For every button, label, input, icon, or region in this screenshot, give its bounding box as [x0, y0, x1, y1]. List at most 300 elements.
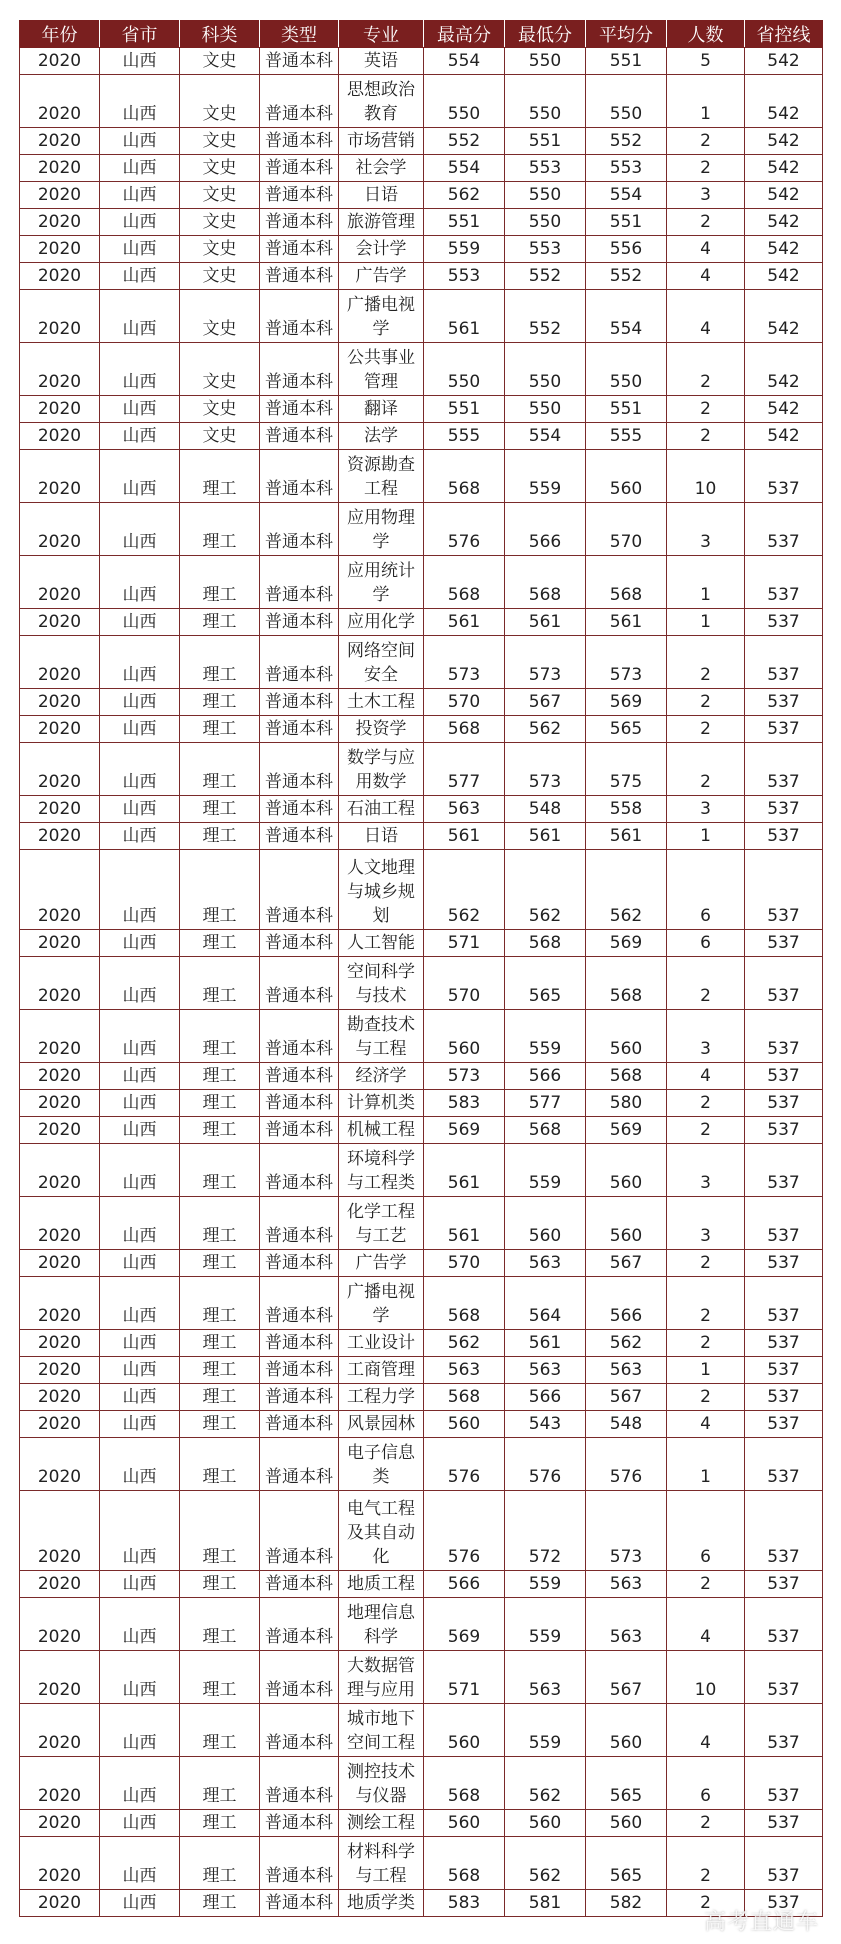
cell-type: 普通本科: [260, 1757, 339, 1810]
cell-control-line: 542: [745, 396, 823, 423]
table-row: [20, 930, 823, 957]
cell-type: 普通本科: [260, 1250, 339, 1277]
cell-count: 6: [667, 930, 745, 957]
cell-type: 普通本科: [260, 1651, 339, 1704]
cell-avg-score: 569: [586, 1117, 667, 1144]
cell-type: 普通本科: [260, 290, 339, 343]
cell-year: 2020: [20, 1810, 100, 1837]
cell-min-score: 550: [505, 48, 586, 75]
table-row: [20, 423, 823, 450]
cell-major: 英语: [339, 48, 424, 75]
cell-control-line: 537: [745, 796, 823, 823]
cell-type: 普通本科: [260, 1357, 339, 1384]
cell-type: 普通本科: [260, 182, 339, 209]
cell-control-line: 537: [745, 1250, 823, 1277]
cell-avg-score: 550: [586, 75, 667, 128]
cell-min-score: 550: [505, 343, 586, 396]
cell-count: 2: [667, 1384, 745, 1411]
header-major: 专业: [339, 21, 424, 48]
cell-avg-score: 567: [586, 1250, 667, 1277]
header-subject-category: 科类: [180, 21, 260, 48]
header-year: 年份: [20, 21, 100, 48]
cell-avg-score: 562: [586, 1330, 667, 1357]
table-row: [20, 1810, 823, 1837]
cell-min-score: 572: [505, 1491, 586, 1571]
cell-type: 普通本科: [260, 1117, 339, 1144]
cell-year: 2020: [20, 743, 100, 796]
table-row: [20, 796, 823, 823]
cell-major: 社会学: [339, 155, 424, 182]
cell-year: 2020: [20, 503, 100, 556]
cell-subject-category: 理工: [180, 1384, 260, 1411]
cell-control-line: 537: [745, 1837, 823, 1890]
cell-min-score: 562: [505, 1757, 586, 1810]
cell-max-score: 568: [424, 716, 505, 743]
cell-max-score: 559: [424, 236, 505, 263]
cell-subject-category: 理工: [180, 716, 260, 743]
cell-min-score: 561: [505, 823, 586, 850]
cell-type: 普通本科: [260, 1411, 339, 1438]
cell-year: 2020: [20, 236, 100, 263]
header-province: 省市: [100, 21, 180, 48]
cell-year: 2020: [20, 1197, 100, 1250]
cell-avg-score: 556: [586, 236, 667, 263]
header-min-score: 最低分: [505, 21, 586, 48]
cell-province: 山西: [100, 823, 180, 850]
table-row: [20, 1357, 823, 1384]
cell-year: 2020: [20, 1491, 100, 1571]
cell-subject-category: 理工: [180, 1117, 260, 1144]
cell-control-line: 537: [745, 1357, 823, 1384]
table-row: [20, 343, 823, 396]
cell-min-score: 559: [505, 1010, 586, 1063]
cell-type: 普通本科: [260, 423, 339, 450]
cell-province: 山西: [100, 1117, 180, 1144]
cell-province: 山西: [100, 1837, 180, 1890]
table-row: [20, 1438, 823, 1491]
cell-control-line: 542: [745, 209, 823, 236]
cell-province: 山西: [100, 1197, 180, 1250]
table-row: [20, 609, 823, 636]
table-row: [20, 1757, 823, 1810]
cell-count: 4: [667, 290, 745, 343]
cell-count: 3: [667, 796, 745, 823]
cell-count: 2: [667, 396, 745, 423]
cell-control-line: 537: [745, 636, 823, 689]
cell-major: 广播电视学: [339, 1277, 424, 1330]
cell-control-line: 542: [745, 128, 823, 155]
cell-province: 山西: [100, 1063, 180, 1090]
cell-province: 山西: [100, 343, 180, 396]
cell-province: 山西: [100, 1250, 180, 1277]
cell-year: 2020: [20, 1651, 100, 1704]
cell-control-line: 542: [745, 48, 823, 75]
table-row: [20, 128, 823, 155]
cell-count: 1: [667, 1357, 745, 1384]
cell-min-score: 562: [505, 716, 586, 743]
cell-count: 10: [667, 450, 745, 503]
cell-count: 3: [667, 1010, 745, 1063]
cell-max-score: 568: [424, 556, 505, 609]
cell-province: 山西: [100, 1090, 180, 1117]
cell-avg-score: 565: [586, 1757, 667, 1810]
cell-min-score: 581: [505, 1890, 586, 1917]
cell-year: 2020: [20, 636, 100, 689]
cell-year: 2020: [20, 1704, 100, 1757]
cell-count: 2: [667, 1330, 745, 1357]
table-row: [20, 689, 823, 716]
table-row: [20, 236, 823, 263]
cell-avg-score: 554: [586, 182, 667, 209]
cell-subject-category: 理工: [180, 1010, 260, 1063]
cell-max-score: 550: [424, 343, 505, 396]
cell-subject-category: 理工: [180, 1330, 260, 1357]
cell-major: 机械工程: [339, 1117, 424, 1144]
cell-type: 普通本科: [260, 609, 339, 636]
cell-year: 2020: [20, 182, 100, 209]
cell-province: 山西: [100, 128, 180, 155]
cell-min-score: 563: [505, 1250, 586, 1277]
cell-count: 4: [667, 1411, 745, 1438]
cell-type: 普通本科: [260, 1810, 339, 1837]
cell-avg-score: 566: [586, 1277, 667, 1330]
cell-avg-score: 573: [586, 1491, 667, 1571]
cell-min-score: 559: [505, 1571, 586, 1598]
cell-year: 2020: [20, 75, 100, 128]
cell-control-line: 537: [745, 689, 823, 716]
cell-subject-category: 文史: [180, 423, 260, 450]
cell-avg-score: 569: [586, 930, 667, 957]
cell-major: 材料科学与工程: [339, 1837, 424, 1890]
cell-year: 2020: [20, 128, 100, 155]
cell-major: 工程力学: [339, 1384, 424, 1411]
cell-subject-category: 文史: [180, 236, 260, 263]
cell-type: 普通本科: [260, 48, 339, 75]
cell-subject-category: 理工: [180, 1357, 260, 1384]
cell-count: 1: [667, 556, 745, 609]
cell-count: 6: [667, 1757, 745, 1810]
cell-control-line: 537: [745, 1117, 823, 1144]
cell-max-score: 554: [424, 155, 505, 182]
cell-avg-score: 552: [586, 263, 667, 290]
cell-control-line: 537: [745, 957, 823, 1010]
table-row: [20, 1010, 823, 1063]
cell-major: 人文地理与城乡规划: [339, 850, 424, 930]
cell-avg-score: 558: [586, 796, 667, 823]
cell-subject-category: 理工: [180, 796, 260, 823]
cell-min-score: 550: [505, 75, 586, 128]
cell-control-line: 537: [745, 503, 823, 556]
cell-control-line: 537: [745, 1063, 823, 1090]
cell-year: 2020: [20, 850, 100, 930]
cell-type: 普通本科: [260, 1837, 339, 1890]
cell-type: 普通本科: [260, 1384, 339, 1411]
cell-major: 网络空间安全: [339, 636, 424, 689]
cell-type: 普通本科: [260, 236, 339, 263]
table-row: [20, 1384, 823, 1411]
cell-count: 4: [667, 1598, 745, 1651]
cell-count: 2: [667, 1117, 745, 1144]
cell-province: 山西: [100, 1598, 180, 1651]
cell-avg-score: 555: [586, 423, 667, 450]
cell-subject-category: 理工: [180, 1411, 260, 1438]
cell-subject-category: 理工: [180, 823, 260, 850]
cell-min-score: 567: [505, 689, 586, 716]
cell-subject-category: 理工: [180, 503, 260, 556]
cell-type: 普通本科: [260, 1197, 339, 1250]
cell-avg-score: 551: [586, 396, 667, 423]
cell-min-score: 568: [505, 1117, 586, 1144]
table-row: [20, 1277, 823, 1330]
cell-count: 3: [667, 1197, 745, 1250]
cell-max-score: 561: [424, 1197, 505, 1250]
cell-province: 山西: [100, 155, 180, 182]
cell-max-score: 562: [424, 850, 505, 930]
cell-count: 2: [667, 1890, 745, 1917]
cell-type: 普通本科: [260, 343, 339, 396]
cell-min-score: 543: [505, 1411, 586, 1438]
cell-max-score: 560: [424, 1704, 505, 1757]
cell-min-score: 563: [505, 1357, 586, 1384]
cell-year: 2020: [20, 1277, 100, 1330]
cell-major: 应用化学: [339, 609, 424, 636]
cell-subject-category: 理工: [180, 1837, 260, 1890]
admission-score-table: [19, 20, 823, 1917]
cell-max-score: 583: [424, 1890, 505, 1917]
cell-avg-score: 582: [586, 1890, 667, 1917]
cell-type: 普通本科: [260, 1438, 339, 1491]
cell-count: 2: [667, 423, 745, 450]
cell-control-line: 537: [745, 1757, 823, 1810]
cell-type: 普通本科: [260, 1890, 339, 1917]
cell-min-score: 568: [505, 556, 586, 609]
table-row: [20, 1571, 823, 1598]
cell-major: 资源勘查工程: [339, 450, 424, 503]
cell-subject-category: 文史: [180, 290, 260, 343]
cell-province: 山西: [100, 1704, 180, 1757]
cell-count: 1: [667, 1438, 745, 1491]
cell-avg-score: 552: [586, 128, 667, 155]
cell-type: 普通本科: [260, 1144, 339, 1197]
cell-avg-score: 570: [586, 503, 667, 556]
header-control-line: 省控线: [745, 21, 823, 48]
table-row: [20, 1491, 823, 1571]
cell-province: 山西: [100, 75, 180, 128]
table-row: [20, 450, 823, 503]
cell-province: 山西: [100, 1810, 180, 1837]
cell-avg-score: 565: [586, 1837, 667, 1890]
cell-control-line: 537: [745, 1651, 823, 1704]
cell-major: 计算机类: [339, 1090, 424, 1117]
cell-min-score: 561: [505, 609, 586, 636]
cell-subject-category: 文史: [180, 396, 260, 423]
cell-province: 山西: [100, 743, 180, 796]
cell-type: 普通本科: [260, 556, 339, 609]
cell-control-line: 537: [745, 1090, 823, 1117]
cell-max-score: 555: [424, 423, 505, 450]
cell-min-score: 554: [505, 423, 586, 450]
cell-min-score: 561: [505, 1330, 586, 1357]
cell-avg-score: 573: [586, 636, 667, 689]
cell-min-score: 562: [505, 1837, 586, 1890]
cell-max-score: 573: [424, 636, 505, 689]
cell-control-line: 537: [745, 1197, 823, 1250]
cell-subject-category: 文史: [180, 48, 260, 75]
cell-subject-category: 理工: [180, 1491, 260, 1571]
cell-type: 普通本科: [260, 957, 339, 1010]
cell-control-line: 537: [745, 1704, 823, 1757]
cell-year: 2020: [20, 1330, 100, 1357]
watermark-text: 高考直通车: [703, 1910, 819, 1935]
cell-major: 大数据管理与应用: [339, 1651, 424, 1704]
table-row: [20, 850, 823, 930]
cell-subject-category: 理工: [180, 1144, 260, 1197]
cell-major: 旅游管理: [339, 209, 424, 236]
cell-count: 2: [667, 1090, 745, 1117]
cell-year: 2020: [20, 1144, 100, 1197]
cell-year: 2020: [20, 423, 100, 450]
cell-count: 10: [667, 1651, 745, 1704]
table-row: [20, 290, 823, 343]
cell-major: 日语: [339, 823, 424, 850]
cell-year: 2020: [20, 343, 100, 396]
cell-count: 2: [667, 128, 745, 155]
cell-min-score: 576: [505, 1438, 586, 1491]
cell-major: 城市地下空间工程: [339, 1704, 424, 1757]
cell-type: 普通本科: [260, 1277, 339, 1330]
cell-avg-score: 567: [586, 1651, 667, 1704]
cell-max-score: 573: [424, 1063, 505, 1090]
cell-major: 石油工程: [339, 796, 424, 823]
cell-min-score: 559: [505, 1144, 586, 1197]
cell-count: 4: [667, 1704, 745, 1757]
table-row: [20, 556, 823, 609]
cell-max-score: 551: [424, 209, 505, 236]
cell-max-score: 561: [424, 823, 505, 850]
cell-control-line: 542: [745, 155, 823, 182]
cell-control-line: 542: [745, 236, 823, 263]
cell-subject-category: 理工: [180, 1063, 260, 1090]
cell-subject-category: 文史: [180, 263, 260, 290]
table-row: [20, 1837, 823, 1890]
cell-year: 2020: [20, 48, 100, 75]
cell-control-line: 537: [745, 1384, 823, 1411]
table-row: [20, 182, 823, 209]
cell-count: 2: [667, 1250, 745, 1277]
cell-avg-score: 554: [586, 290, 667, 343]
cell-min-score: 560: [505, 1810, 586, 1837]
cell-year: 2020: [20, 263, 100, 290]
cell-max-score: 561: [424, 1144, 505, 1197]
cell-avg-score: 560: [586, 1144, 667, 1197]
cell-max-score: 560: [424, 1411, 505, 1438]
cell-province: 山西: [100, 796, 180, 823]
cell-min-score: 553: [505, 236, 586, 263]
cell-count: 3: [667, 182, 745, 209]
cell-subject-category: 理工: [180, 1757, 260, 1810]
cell-control-line: 537: [745, 930, 823, 957]
cell-type: 普通本科: [260, 1063, 339, 1090]
cell-control-line: 542: [745, 75, 823, 128]
table-row: [20, 75, 823, 128]
cell-type: 普通本科: [260, 155, 339, 182]
cell-subject-category: 文史: [180, 75, 260, 128]
cell-control-line: 537: [745, 1411, 823, 1438]
cell-control-line: 537: [745, 716, 823, 743]
table-row: [20, 155, 823, 182]
cell-major: 数学与应用数学: [339, 743, 424, 796]
cell-province: 山西: [100, 1330, 180, 1357]
cell-max-score: 568: [424, 1277, 505, 1330]
cell-max-score: 568: [424, 1837, 505, 1890]
cell-avg-score: 560: [586, 450, 667, 503]
cell-control-line: 537: [745, 1144, 823, 1197]
cell-max-score: 563: [424, 796, 505, 823]
cell-type: 普通本科: [260, 796, 339, 823]
cell-type: 普通本科: [260, 1598, 339, 1651]
cell-count: 2: [667, 716, 745, 743]
cell-min-score: 551: [505, 128, 586, 155]
cell-year: 2020: [20, 1411, 100, 1438]
cell-control-line: 537: [745, 1810, 823, 1837]
cell-min-score: 568: [505, 930, 586, 957]
cell-min-score: 566: [505, 1063, 586, 1090]
cell-year: 2020: [20, 450, 100, 503]
table-row: [20, 1144, 823, 1197]
cell-type: 普通本科: [260, 716, 339, 743]
table-row: [20, 1090, 823, 1117]
cell-count: 3: [667, 503, 745, 556]
cell-max-score: 583: [424, 1090, 505, 1117]
cell-subject-category: 文史: [180, 182, 260, 209]
cell-year: 2020: [20, 1598, 100, 1651]
cell-major: 日语: [339, 182, 424, 209]
cell-control-line: 537: [745, 1598, 823, 1651]
table-row: [20, 1330, 823, 1357]
cell-major: 经济学: [339, 1063, 424, 1090]
cell-max-score: 563: [424, 1357, 505, 1384]
cell-min-score: 559: [505, 450, 586, 503]
cell-max-score: 570: [424, 957, 505, 1010]
cell-count: 1: [667, 75, 745, 128]
cell-type: 普通本科: [260, 823, 339, 850]
cell-max-score: 577: [424, 743, 505, 796]
header-max-score: 最高分: [424, 21, 505, 48]
cell-province: 山西: [100, 503, 180, 556]
table-row: [20, 1411, 823, 1438]
cell-subject-category: 理工: [180, 1571, 260, 1598]
cell-province: 山西: [100, 48, 180, 75]
cell-province: 山西: [100, 209, 180, 236]
cell-min-score: 564: [505, 1277, 586, 1330]
cell-max-score: 568: [424, 1757, 505, 1810]
cell-major: 思想政治教育: [339, 75, 424, 128]
cell-max-score: 562: [424, 1330, 505, 1357]
header-avg-score: 平均分: [586, 21, 667, 48]
cell-max-score: 566: [424, 1571, 505, 1598]
cell-max-score: 551: [424, 396, 505, 423]
cell-control-line: 537: [745, 850, 823, 930]
cell-count: 2: [667, 155, 745, 182]
cell-control-line: 537: [745, 1330, 823, 1357]
table-row: [20, 957, 823, 1010]
cell-avg-score: 576: [586, 1438, 667, 1491]
cell-type: 普通本科: [260, 396, 339, 423]
cell-subject-category: 理工: [180, 1090, 260, 1117]
cell-min-score: 563: [505, 1651, 586, 1704]
cell-year: 2020: [20, 1438, 100, 1491]
cell-major: 空间科学与技术: [339, 957, 424, 1010]
